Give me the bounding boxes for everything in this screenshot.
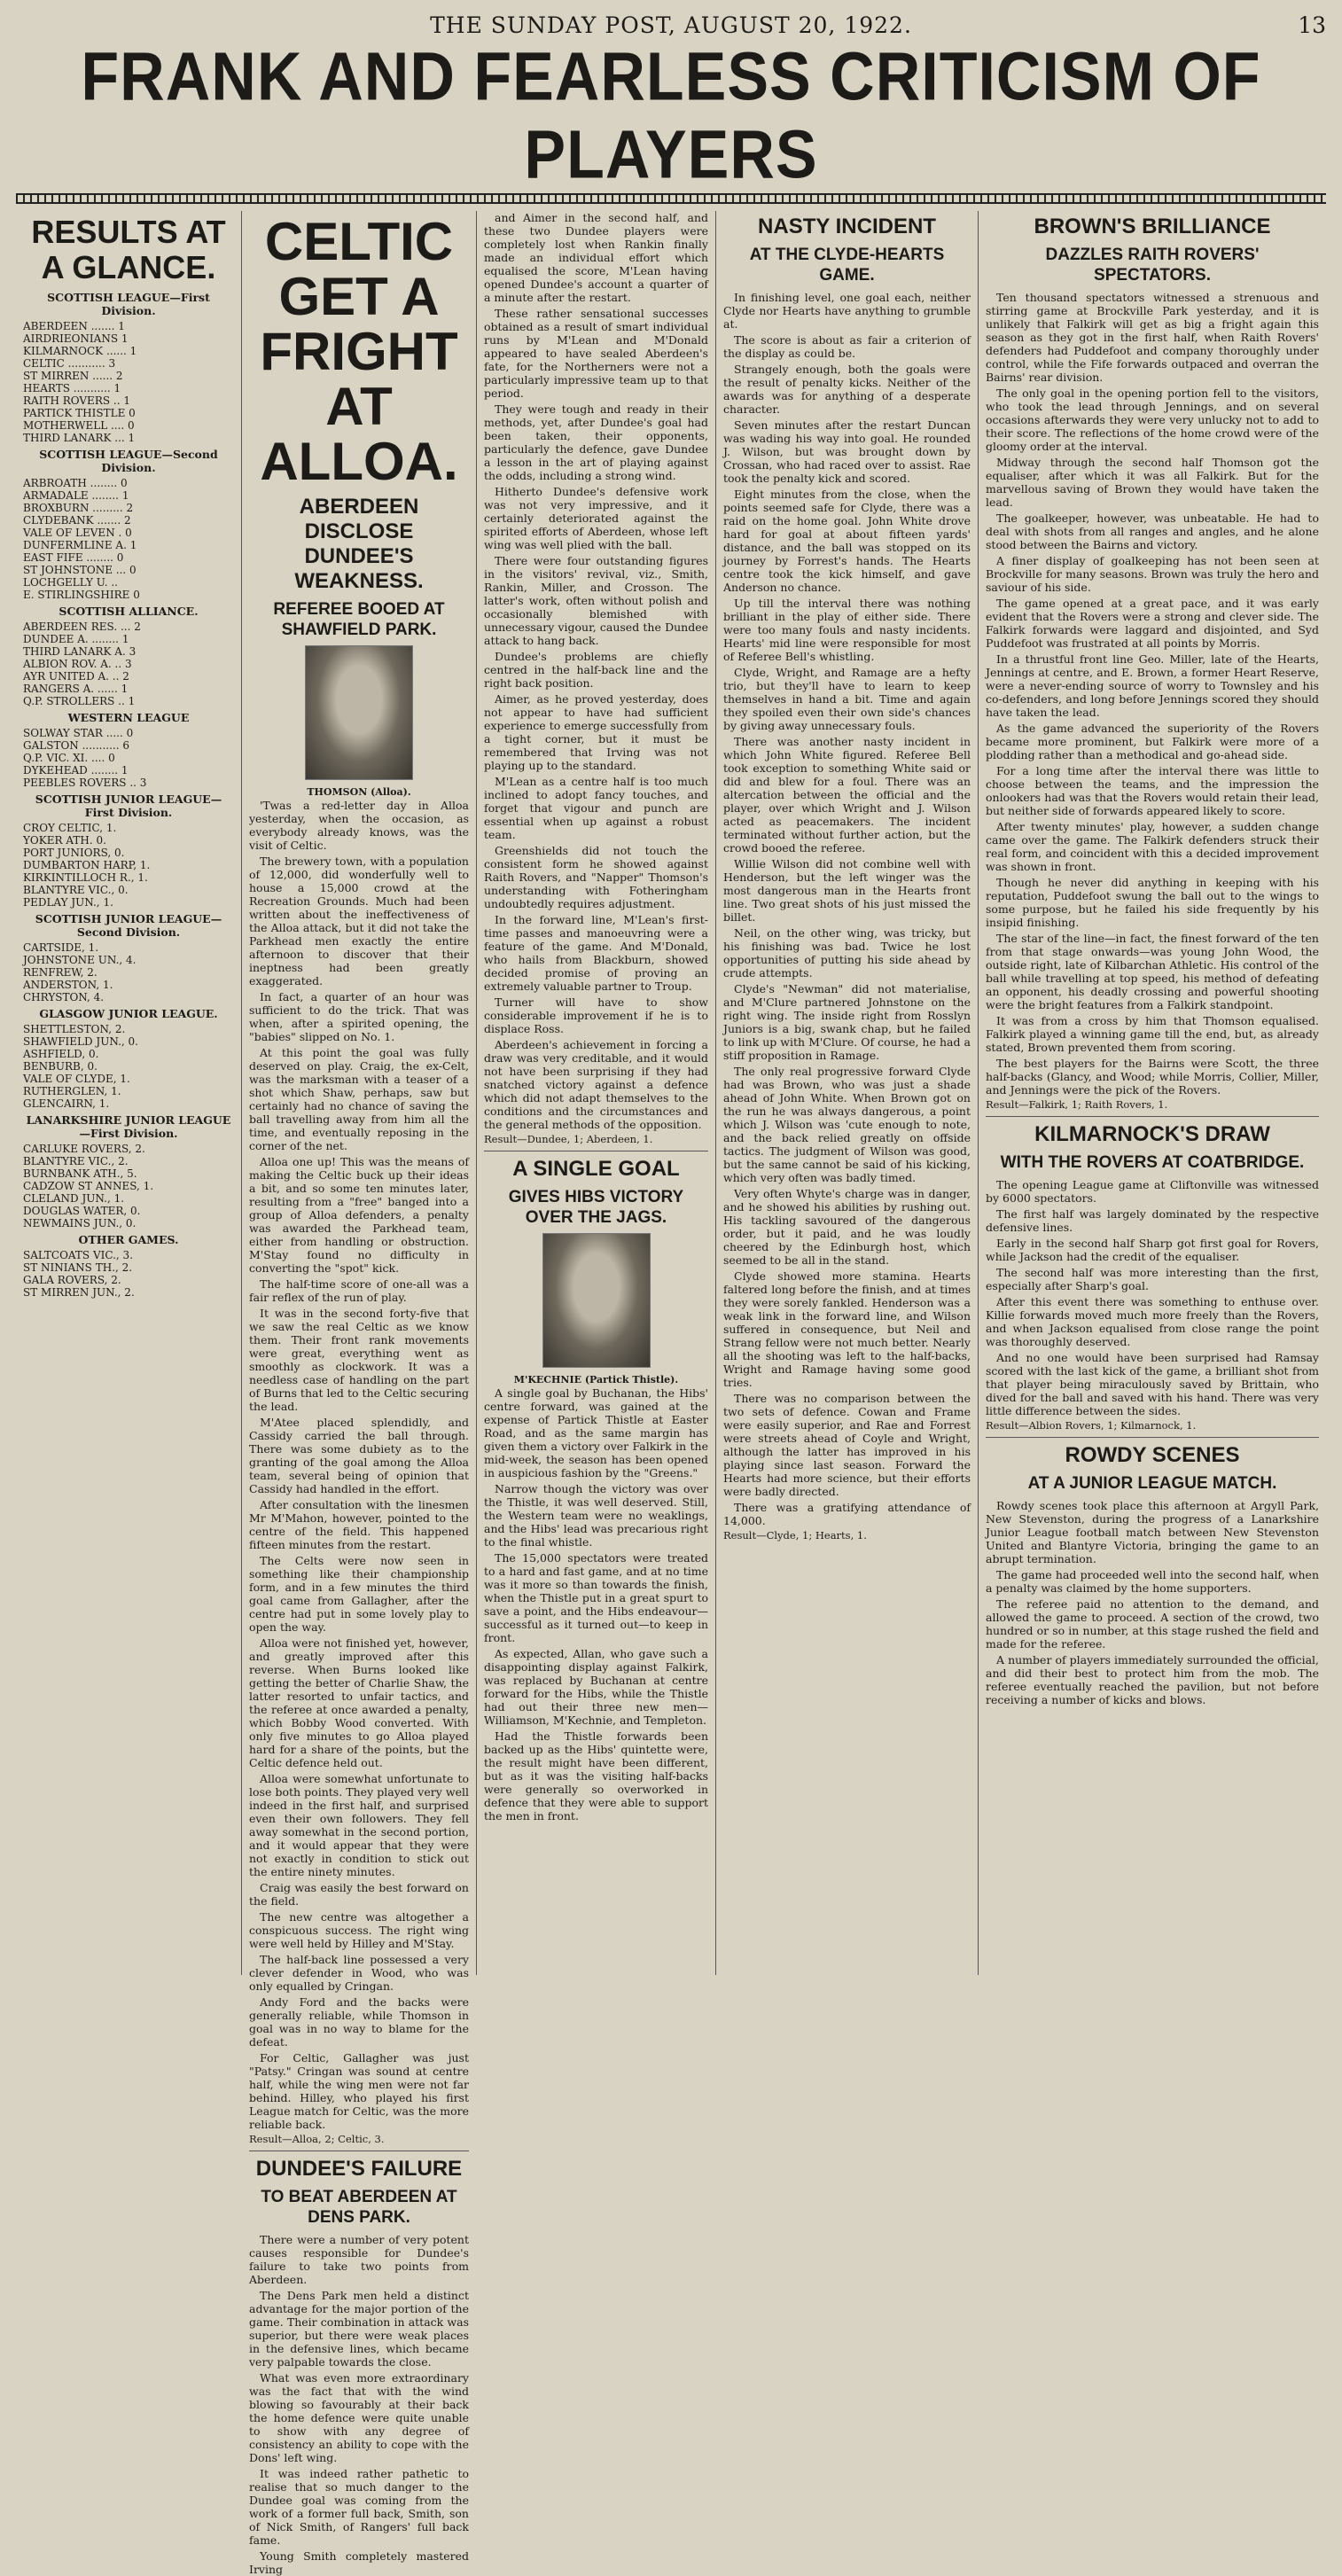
article-paragraph: The 15,000 spectators were treated to a hard and fast game, and at no time was it more so than towards the finish, when the Thistle put in a great spurt to save a point, and the Hibs endeavour—successful as it turned out—to keep in front. (484, 1551, 708, 1644)
league-result-row: RENFREW, 2. (23, 966, 98, 979)
portrait-photo (542, 1233, 651, 1368)
results-column (16, 211, 242, 1975)
league-result-row: AYR UNITED A. .. 2 (23, 670, 129, 683)
article-paragraph: Alloa were not finished yet, however, and greatly improved after this reverse. When Burns looked like getting the better of Charlie Shaw, the latter resorted to unfair tactics, and the referee at once awarded a penalty, which Bobby Wood converted. With only five minutes to go Alloa played hard for a share of the points, but the Celtic defence held out. (249, 1636, 469, 1769)
league-table (23, 912, 234, 1003)
league-result-row: PARTICK THISTLE 0 (23, 407, 136, 419)
article-paragraph: There were four outstanding figures in the visitors' revival, viz., Smith, Rankin, Miller, and Crosson. The latter's work, often without polish and occasionally blemished with unnecessary vigour, caused the Dundee attack to hang back. (484, 554, 708, 647)
article-paragraph: The star of the line—in fact, the finest forward of the ten from that stage onwards—was young John Wood, the outside right, late of Kilbarchan Athletic. His control of the ball while travelling at top speed, his method of defeating an opponent, his deadly crossing and powerful shooting were the bright features from a Falkirk standpoint. (986, 932, 1319, 1011)
masthead (16, 12, 1326, 39)
league-result-row: GALA ROVERS, 2. (23, 1274, 121, 1286)
league-title: OTHER GAMES. (78, 1233, 179, 1246)
article-paragraph: Clyde showed more stamina. Hearts faltered long before the finish, and at times they were sorely fankled. Henderson was a weak link in the forward line, and Wilson suffered in consequence, but Neil and Strang fellow were not much better. Nearly all the shooting was left to the half-backs, Wright and Ramage having some good tries. (723, 1269, 971, 1389)
article-paragraph: Seven minutes after the restart Duncan was wading his way into goal. He rounded J. Wilson, but was brought down by Crossan, who had raced over to assist. Rae took the penalty kick and scored. (723, 418, 971, 485)
league-result-row: CLYDEBANK ....... 2 (23, 514, 131, 527)
portrait-caption: M'KECHNIE (Partick Thistle). (513, 1374, 679, 1386)
article-paragraph: There were a number of very potent causes responsible for Dundee's failure to take two points from Aberdeen. (249, 2233, 469, 2286)
league-title: WESTERN LEAGUE (67, 711, 190, 724)
browns-headline: BROWN'S BRILLIANCE (1034, 215, 1271, 238)
single-goal-subheadline: GIVES HIBS VICTORY OVER THE JAGS. (508, 1188, 684, 1227)
article-paragraph: A finer display of goalkeeping has not been seen at Brockville for many seasons. Brown was truly the hero and saviour of his side. (986, 554, 1319, 594)
article-paragraph: The game had proceeded well into the second half, when a penalty was claimed by the home supporters. (986, 1568, 1319, 1595)
article-paragraph: It was from a cross by him that Thomson equalised. Falkirk played a winning game till the end, but, as already stated, Brown prevented them from scoring. (986, 1014, 1319, 1054)
celtic-subheadline: ABERDEEN DISCLOSE DUNDEE'S WEAKNESS. (294, 495, 424, 593)
portrait-photo (305, 645, 413, 780)
league-result-row: GLENCAIRN, 1. (23, 1097, 110, 1110)
article-paragraph: The brewery town, with a population of 12,000, did wonderfully well to house a 15,000 crowd at the Recreation Grounds. Much had been written about the ineffectiveness of the Alloa attack, but it did not take the Parkhead men exactly the entire afternoon to discover that their ineptness had been greatly exaggerated. (249, 855, 469, 987)
kilmarnock-subheadline: WITH THE ROVERS AT COATBRIDGE. (1000, 1153, 1305, 1172)
celtic-column (242, 211, 477, 2576)
nasty-subheadline: AT THE CLYDE-HEARTS GAME. (749, 246, 945, 285)
league-result-row: EAST FIFE ........ 0 (23, 551, 124, 564)
article-paragraph: The score is about as fair a criterion of the display as could be. (723, 333, 971, 360)
kilmarnock-result: Result—Albion Rovers, 1; Kilmarnock, 1. (986, 1419, 1197, 1432)
rowdy-article-body (986, 1499, 1319, 1706)
article-paragraph: The second half was more interesting than the first, especially after Sharp's goal. (986, 1266, 1319, 1292)
league-result-row: DOUGLAS WATER, 0. (23, 1205, 141, 1217)
league-result-row: BENBURB, 0. (23, 1060, 98, 1073)
browns-result: Result—Falkirk, 1; Raith Rovers, 1. (986, 1098, 1168, 1111)
columns (16, 211, 1326, 2576)
league-result-row: Q.P. VIC. XI. .... 0 (23, 752, 115, 764)
article-paragraph: 'Twas a red-letter day in Alloa yesterday, when the occasion, as everybody already knows, was the visit of Celtic. (249, 799, 469, 852)
article-paragraph: As the game advanced the superiority of the Rovers became more prominent, but Falkirk were more of a plodding rather than a methodical and go-ahead side. (986, 722, 1319, 761)
league-result-row: BLANTYRE VIC., 2. (23, 1155, 129, 1167)
article-paragraph: Rowdy scenes took place this afternoon at Argyll Park, New Stevenston, during the progress of a Lanarkshire Junior League football match between New Stevenston United and Blantyre Victoria, bringing the game to an abrupt termination. (986, 1499, 1319, 1565)
league-result-row: LOCHGELLY U. .. (23, 576, 118, 589)
nasty-result: Result—Clyde, 1; Hearts, 1. (723, 1529, 867, 1542)
article-paragraph: It was in the second forty-five that we saw the real Celtic as we know them. Their front rank movements were great, everything went as smoothly as clockwork. It was a needless case of handling on the part of Burns that led to the Celtic securing the lead. (249, 1307, 469, 1413)
masthead-title: THE SUNDAY POST, AUGUST 20, 1922. (430, 12, 912, 38)
league-result-row: CADZOW ST ANNES, 1. (23, 1180, 154, 1192)
league-title: SCOTTISH LEAGUE—Second Division. (39, 448, 218, 474)
league-tables (23, 291, 234, 1299)
article-paragraph: The game opened at a great pace, and it was early evident that the Rovers were a strong and clever side. The Falkirk forwards were laggard and disjointed, and Syd Puddefoot was frustrated at all points by Morris. (986, 597, 1319, 650)
league-result-row: CHRYSTON, 4. (23, 991, 105, 1003)
league-result-row: ARBROATH ........ 0 (23, 477, 128, 489)
browns-article-body (986, 291, 1319, 1097)
article-paragraph: Eight minutes from the close, when the points seemed safe for Clyde, there was a raid on the home goal. John White drove hard for goal at about fifteen yards' distance, and the ball was stopped on its journey by Forrest's hands. The Hearts centre took the kick himself, and gave Anderson no chance. (723, 488, 971, 594)
article-paragraph: The first half was largely dominated by the respective defensive lines. (986, 1207, 1319, 1234)
league-table (23, 605, 234, 707)
article-paragraph: The new centre was altogether a conspicuous success. The right wing were well held by Hilley and M'Stay. (249, 1910, 469, 1950)
single-goal-body (484, 1386, 708, 1823)
article-paragraph: What was even more extraordinary was the fact that with the wind blowing so favourably at their back the home defence were quite unable to show with any degree of consistency an ability to cope with the Dons' left wing. (249, 2371, 469, 2464)
kilmarnock-article-body (986, 1178, 1319, 1417)
league-result-row: ST MIRREN JUN., 2. (23, 1286, 135, 1299)
league-result-row: BROXBURN ......... 2 (23, 502, 134, 514)
single-goal-headline: A SINGLE GOAL (512, 1157, 680, 1181)
league-result-row: THIRD LANARK A. 3 (23, 645, 137, 658)
article-paragraph: The half-back line possessed a very clever defender in Wood, who was only equalled by Cringan. (249, 1953, 469, 1993)
rowdy-subheadline: AT A JUNIOR LEAGUE MATCH. (1027, 1474, 1277, 1493)
article-paragraph: Ten thousand spectators witnessed a strenuous and stirring game at Brockville Park yesterday, and it is unlikely that Falkirk will get as big a fright again this season as they got in the first half, when Raith Rovers' defenders had Puddefoot and company thoroughly under control, while the Fife forwards outpaced and overran the Bairns' rear division. (986, 291, 1319, 384)
league-result-row: MOTHERWELL .... 0 (23, 419, 135, 432)
article-paragraph: There was another nasty incident in which John White figured. Referee Bell took exception to something White said or did and blew for a foul. There was an altercation between the official and the player, over which Wright and J. Wilson acted as peacemakers. The incident terminated without further action, but the crowd booed the referee. (723, 735, 971, 855)
league-result-row: CARLUKE ROVERS, 2. (23, 1143, 145, 1155)
celtic-headline: CELTIC GET A FRIGHT AT ALLOA. (260, 212, 458, 491)
article-paragraph: The only real progressive forward Clyde had was Brown, who was just a shade ahead of John White. When Brown got on the run he was always dangerous, a point which J. Wilson was 'cute enough to note, and the back relied greatly on offside tactics. The judgment of Wilson was good, but the same cannot be said of his kicking, which very often was badly timed. (723, 1065, 971, 1184)
article-paragraph: The Dens Park men held a distinct advantage for the major portion of the game. Their combination in attack was superior, but there were weak places in the defensive lines, which became very palpable towards the close. (249, 2289, 469, 2369)
league-result-row: KIRKINTILLOCH R., 1. (23, 871, 148, 884)
article-paragraph: Craig was easily the best forward on the field. (249, 1881, 469, 1908)
league-result-row: PEEBLES ROVERS .. 3 (23, 777, 147, 789)
article-paragraph: Up till the interval there was nothing brilliant in the play of either side. There were too many fouls and nasty incidents. Hearts' mid line were responsible for most of Referee Bell's whistling. (723, 597, 971, 663)
league-table (23, 1113, 234, 1229)
celtic-article-body (249, 799, 469, 2131)
article-paragraph: Alloa one up! This was the means of making the Celtic buck up their ideas a bit, and so some ten minutes later, resulting from a "free" banged into a group of Alloa defenders, a penalty was awarded the Parkhead team, either from handling or obstruction. M'Stay found no difficulty in converting the "spot" kick. (249, 1155, 469, 1275)
article-paragraph: For Celtic, Gallagher was just "Patsy." Cringan was sound at centre half, while the wing men were not far behind. Hilley, who played his first League match for Celtic, was the more reliable back. (249, 2051, 469, 2131)
article-paragraph: There was a gratifying attendance of 14,000. (723, 1501, 971, 1527)
league-title: SCOTTISH JUNIOR LEAGUE—First Division. (35, 792, 222, 819)
league-result-row: YOKER ATH. 0. (23, 834, 106, 847)
browns-column (979, 211, 1326, 1975)
nasty-article-body (723, 291, 971, 1527)
dundee-failure-headline: DUNDEE'S FAILURE (255, 2157, 463, 2181)
league-result-row: VALE OF LEVEN . 0 (23, 527, 132, 539)
dundee-failure-body (249, 2233, 469, 2576)
league-result-row: VALE OF CLYDE, 1. (23, 1073, 130, 1085)
article-paragraph: Very often Whyte's charge was in danger, and he showed his abilities by rushing out. His tackling savoured of the dangerous order, but it paid, and he was loudly cheered by the Edinburgh host, which seemed to be all in the stand. (723, 1187, 971, 1267)
article-paragraph: The opening League game at Cliftonville was witnessed by 6000 spectators. (986, 1178, 1319, 1205)
article-paragraph: The half-time score of one-all was a fair reflex of the run of play. (249, 1277, 469, 1304)
aberdeen-article-body (484, 211, 708, 1131)
league-result-row: ST MIRREN ...... 2 (23, 370, 123, 382)
dundee-failure-subheadline: TO BEAT ABERDEEN AT DENS PARK. (261, 2188, 457, 2227)
league-result-row: ANDERSTON, 1. (23, 979, 113, 991)
league-table (23, 711, 234, 789)
article-paragraph: The best players for the Bairns were Scott, the three half-backs (Glancy, and Wood; while Morris, Collier, Miller, and Jennings were the pick of the Rovers. (986, 1057, 1319, 1097)
league-result-row: HEARTS ........... 1 (23, 382, 121, 394)
league-result-row: ALBION ROV. A. .. 3 (23, 658, 132, 670)
league-result-row: DUNDEE A. ........ 1 (23, 633, 129, 645)
league-result-row: ARMADALE ........ 1 (23, 489, 129, 502)
league-result-row: CROY CELTIC, 1. (23, 822, 117, 834)
league-result-row: CLELAND JUN., 1. (23, 1192, 125, 1205)
league-result-row: ST NINIANS TH., 2. (23, 1261, 133, 1274)
article-paragraph: Midway through the second half Thomson got the equaliser, after which it was all Falkirk. But for the marvellous saving of Brown they would have taken the lead. (986, 456, 1319, 509)
league-table (23, 1007, 234, 1110)
article-paragraph: M'Atee placed splendidly, and Cassidy carried the ball through. There was some dubiety as to the granting of the goal among the Alloa team, several being of opinion that Cassidy had handled in the effort. (249, 1416, 469, 1495)
article-paragraph: Early in the second half Sharp got first goal for Rovers, while Jackson had the credit of the equaliser. (986, 1237, 1319, 1263)
article-paragraph: Dundee's problems are chiefly centred in the half-back line and the right back position. (484, 650, 708, 690)
league-result-row: SHAWFIELD JUN., 0. (23, 1035, 138, 1048)
article-paragraph: Willie Wilson did not combine well with Henderson, but the left winger was the most dangerous man in the Hearts front line. Two great shots of his just missed the billet. (723, 857, 971, 924)
article-paragraph: Though he never did anything in keeping with his reputation, Puddefoot swung the ball out to the wings to some purpose, but he failed his side frequently by his insipid finishing. (986, 876, 1319, 929)
league-result-row: JOHNSTONE UN., 4. (23, 954, 137, 966)
article-paragraph: Aimer, as he proved yesterday, does not appear to have had sufficient experience to emerge successfully from a tight corner, but it must be remembered that Irving was not playing up to the standard. (484, 692, 708, 772)
league-table (23, 792, 234, 909)
league-table (23, 291, 234, 444)
aberdeen-column (477, 211, 716, 1975)
article-paragraph: As expected, Allan, who gave such a disappointing display against Falkirk, was replaced by Buchanan at centre forward for the Hibs, while the Thistle had out their three new men—Williamson, M'Kechnie, and Templeton. (484, 1647, 708, 1727)
league-result-row: THIRD LANARK ... 1 (23, 432, 136, 444)
article-paragraph: The referee paid no attention to the demand, and allowed the game to proceed. A section of the crowd, two hundred or so in number, at this stage rushed the field and made for the referee. (986, 1597, 1319, 1651)
results-heading: RESULTS AT A GLANCE. (31, 214, 226, 285)
article-paragraph: Alloa were somewhat unfortunate to lose both points. They played very well indeed in the first half, and surprised even their own followers. They fell away somewhat in the second portion, and it would appear that they were not exactly in condition to stick out the entire ninety minutes. (249, 1772, 469, 1878)
league-result-row: E. STIRLINGSHIRE 0 (23, 589, 140, 601)
league-result-row: DYKEHEAD ........ 1 (23, 764, 129, 777)
league-result-row: PORT JUNIORS, 0. (23, 847, 125, 859)
portrait-caption: THOMSON (Alloa). (307, 786, 411, 798)
league-title: LANARKSHIRE JUNIOR LEAGUE—First Division. (26, 1113, 231, 1140)
league-table (23, 1233, 234, 1299)
celtic-result: Result—Alloa, 2; Celtic, 3. (249, 2133, 385, 2145)
league-result-row: GALSTON ........... 6 (23, 739, 130, 752)
league-result-row: AIRDRIEONIANS 1 (23, 332, 129, 345)
article-paragraph: Andy Ford and the backs were generally reliable, while Thomson in goal was in no way to blame for the defeat. (249, 1995, 469, 2049)
article-paragraph: They were tough and ready in their methods, yet, after Dundee's goal had been taken, their opponents, particularly the defence, gave Dundee a lesson in the art of playing against the odds, including a strong wind. (484, 402, 708, 482)
article-paragraph: M'Lean as a centre half is too much inclined to adopt fancy touches, and forget that vigour and punch are essential when up against a robust team. (484, 775, 708, 841)
article-paragraph: Turner will have to show considerable improvement if he is to displace Ross. (484, 995, 708, 1035)
article-paragraph: At this point the goal was fully deserved on play. Craig, the ex-Celt, was the marksman with a teaser of a shot which Shaw, perhaps, saw but certainly had no chance of saving the ball travelling away from him all the time, and eventually reposing in the corner of the net. (249, 1046, 469, 1152)
league-table (23, 448, 234, 601)
league-title: SCOTTISH LEAGUE—First Division. (47, 291, 210, 317)
league-result-row: RAITH ROVERS .. 1 (23, 394, 130, 407)
decorative-rule (16, 193, 1326, 204)
article-paragraph: In finishing level, one goal each, neither Clyde nor Hearts have anything to grumble at. (723, 291, 971, 331)
article-paragraph: Young Smith completely mastered Irving (249, 2549, 469, 2576)
article-paragraph: It was indeed rather pathetic to realise that so much danger to the Dundee goal was coming from the work of a former full back, Smith, son of Nick Smith, of Rangers' full back fame. (249, 2467, 469, 2547)
league-result-row: RUTHERGLEN, 1. (23, 1085, 121, 1097)
article-paragraph: For a long time after the interval there was little to choose between the teams, and the impression the onlookers had was that the Rovers would retain their lead, but neither side of forwards appeared likely to score. (986, 764, 1319, 817)
league-result-row: Q.P. STROLLERS .. 1 (23, 695, 136, 707)
league-result-row: ABERDEEN ....... 1 (23, 320, 125, 332)
article-paragraph: Clyde's "Newman" did not materialise, and M'Clure partnered Johnstone on the right wing. The inside right from Rosslyn Juniors is a big, swank chap, but he failed to link up with M'Clure. Of course, he had a stiff proposition in Ramage. (723, 982, 971, 1062)
article-paragraph: After this event there was something to enthuse over. Killie forwards moved much more freely than the Rovers, and when Jackson equalised from close range the point was thoroughly deserved. (986, 1295, 1319, 1348)
league-result-row: SOLWAY STAR ..... 0 (23, 727, 134, 739)
article-paragraph: And no one would have been surprised had Ramsay scored with the last kick of the game, a brilliant shot from that player being miraculously saved by Brittain, who dived for the ball and saved with his hand. There was very little difference between the sides. (986, 1351, 1319, 1417)
league-result-row: CARTSIDE, 1. (23, 941, 99, 954)
rowdy-headline: ROWDY SCENES (1065, 1443, 1240, 1467)
article-paragraph: In fact, a quarter of an hour was sufficient to do the trick. That was when, after a spirited opening, the "babies" slipped on No. 1. (249, 990, 469, 1043)
article-paragraph: Greenshields did not touch the consistent form he showed against Raith Rovers, and "Napper" Thomson's understanding with Fotheringham undoubtedly requires adjustment. (484, 844, 708, 910)
league-result-row: DUNFERMLINE A. 1 (23, 539, 137, 551)
article-paragraph: Strangely enough, both the goals were the result of penalty kicks. Neither of the awards was for anything of a desperate character. (723, 363, 971, 416)
article-paragraph: There was no comparison between the two sets of defence. Cowan and Frame were easily superior, and Rae and Forrest were streets ahead of Coyle and Wright, although the latter has improved in his playing since last season. Forward the Hearts had more science, but their efforts were badly directed. (723, 1392, 971, 1498)
celtic-kicker: REFEREE BOOED AT SHAWFIELD PARK. (273, 600, 445, 639)
article-paragraph: and Aimer in the second half, and these two Dundee players were completely lost when Rankin finally made an individual effort which equalised the score, M'Lean having opened Dundee's account a quarter of a minute after the restart. (484, 211, 708, 304)
banner-headline: FRANK AND FEARLESS CRITICISM OF PLAYERS (81, 38, 1261, 192)
article-paragraph: Aberdeen's achievement in forcing a draw was very creditable, and it would not have been surprising if they had snatched victory against a defence which did not adapt themselves to the conditions and the circumstances and the general methods of the opposition. (484, 1038, 708, 1131)
article-paragraph: In a thrustful front line Geo. Miller, late of the Hearts, Jennings at centre, and E. Brown, a former Heart Reserve, were a never-ending source of worry to Townsley and his co-defenders, and long before Jennings scored they should have taken the lead. (986, 652, 1319, 719)
browns-subheadline: DAZZLES RAITH ROVERS' SPECTATORS. (1045, 246, 1260, 285)
article-paragraph: After twenty minutes' play, however, a sudden change came over the game. The Falkirk defenders struck their real form, and coincident with this a decided improvement was shown in front. (986, 820, 1319, 873)
league-result-row: RANGERS A. ...... 1 (23, 683, 129, 695)
page-number: 13 (1298, 12, 1326, 38)
league-result-row: BURNBANK ATH., 5. (23, 1167, 137, 1180)
league-title: SCOTTISH ALLIANCE. (59, 605, 199, 618)
league-result-row: ST JOHNSTONE ... 0 (23, 564, 137, 576)
article-paragraph: The Celts were now seen in something like their championship form, and in a few minutes the third goal came from Gallagher, after the centre had put in some lovely play to open the way. (249, 1554, 469, 1634)
league-title: SCOTTISH JUNIOR LEAGUE—Second Division. (35, 912, 222, 939)
league-result-row: PEDLAY JUN., 1. (23, 896, 113, 909)
league-result-row: ABERDEEN RES. ... 2 (23, 621, 141, 633)
article-paragraph: After consultation with the linesmen Mr M'Mahon, however, pointed to the centre of the field. This happened fifteen minutes from the restart. (249, 1498, 469, 1551)
league-result-row: CELTIC ........... 3 (23, 357, 116, 370)
article-paragraph: A number of players immediately surrounded the official, and did their best to protect him from the mob. The referee eventually reached the pavilion, but not before receiving a number of kicks and blows. (986, 1653, 1319, 1706)
article-paragraph: A single goal by Buchanan, the Hibs' centre forward, was gained at the expense of Partick Thistle at Easter Road, and as the same margin has given them a victory over Falkirk in the mid-week, the season has been opened in auspicious fashion by the "Greens." (484, 1386, 708, 1479)
league-result-row: KILMARNOCK ...... 1 (23, 345, 137, 357)
article-paragraph: Clyde, Wright, and Ramage are a hefty trio, but they'll have to learn to keep themselves in hand a bit. Time and again they spoiled even their own side's chances by giving away unnecessary fouls. (723, 666, 971, 732)
league-result-row: ASHFIELD, 0. (23, 1048, 99, 1060)
kilmarnock-headline: KILMARNOCK'S DRAW (1034, 1122, 1270, 1146)
article-paragraph: The only goal in the opening portion fell to the visitors, who took the lead through Jennings, and on several occasions afterwards they were very unlucky not to add to their score. The reflections of the home crowd were of the gloomy order at the interval. (986, 386, 1319, 453)
aberdeen-result: Result—Dundee, 1; Aberdeen, 1. (484, 1133, 653, 1145)
nasty-headline: NASTY INCIDENT (758, 215, 936, 238)
league-result-row: BLANTYRE VIC., 0. (23, 884, 129, 896)
nasty-column (716, 211, 979, 1975)
article-paragraph: In the forward line, M'Lean's first-time passes and manoeuvring were a feature of the game. And M'Donald, who hails from Blackburn, showed decided promise of proving an extremely valuable partner to Troup. (484, 913, 708, 993)
article-paragraph: Hitherto Dundee's defensive work was not very impressive, and it certainly deteriorated against the spirited efforts of Aberdeen, whose left wing was well plied with the ball. (484, 485, 708, 551)
league-result-row: NEWMAINS JUN., 0. (23, 1217, 137, 1229)
league-title: GLASGOW JUNIOR LEAGUE. (39, 1007, 218, 1020)
league-result-row: DUMBARTON HARP, 1. (23, 859, 151, 871)
article-paragraph: Neil, on the other wing, was tricky, but his finishing was bad. Twice he lost opportunities of putting his side ahead by crude attempts. (723, 926, 971, 980)
article-paragraph: These rather sensational successes obtained as a result of smart individual runs by M'Lean and M'Donald appeared to have sealed Aberdeen's fate, for the Northerners were not a particularly impressive team up to that period. (484, 307, 708, 400)
league-result-row: SALTCOATS VIC., 3. (23, 1249, 134, 1261)
article-paragraph: Narrow though the victory was over the Thistle, it was well deserved. Still, the Western team were no weaklings, and the Hibs' lead was precarious right to the final whistle. (484, 1482, 708, 1549)
league-result-row: SHETTLESTON, 2. (23, 1023, 126, 1035)
article-paragraph: Had the Thistle forwards been backed up as the Hibs' quintette were, the result might have been different, but as it was the visiting half-backs were generally so overworked in defence that they were able to support the men in front. (484, 1729, 708, 1823)
article-paragraph: The goalkeeper, however, was unbeatable. He had to deal with shots from all ranges and angles, and he alone stood between the Bairns and victory. (986, 511, 1319, 551)
